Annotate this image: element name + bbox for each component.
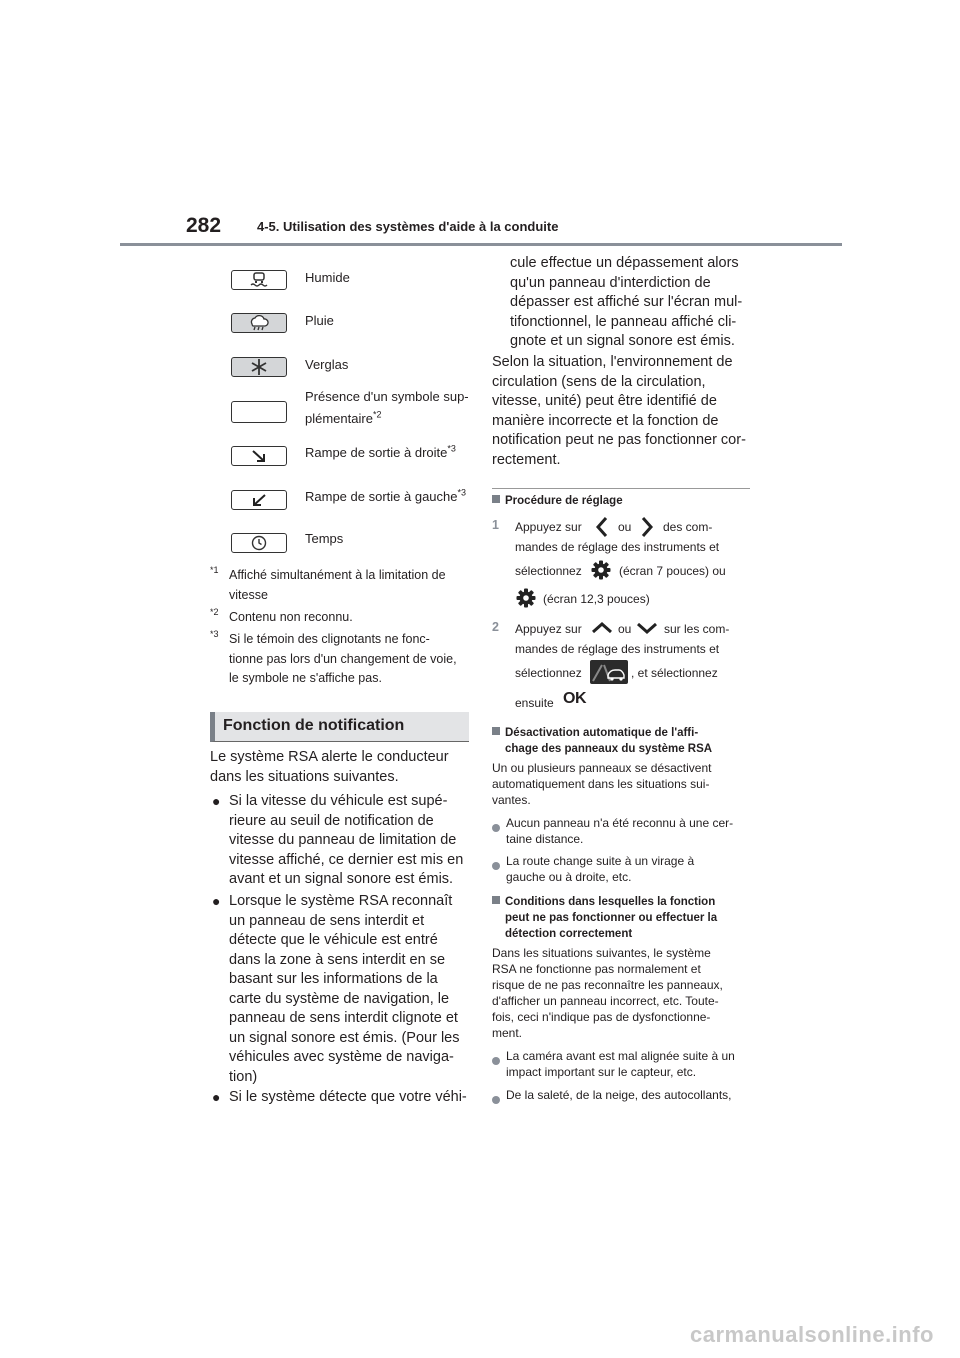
auto-off-title: Désactivation automatique de l'affi- chage des panneaux du système RSA <box>492 725 712 757</box>
step-2-line4: ensuite <box>515 696 554 710</box>
icon-label-supplementary-line1: Présence d'un symbole sup- <box>305 389 469 404</box>
page-number: 282 <box>186 214 222 237</box>
overtaking-continuation: cule effectue un dépassement alors qu'un panneau d'interdiction de dépasser est affiché sur l'écran mul- tifonctionnel, le panneau affiché cli- gnote et un signal sonore est émis. <box>510 255 743 349</box>
bullet-dot: ● <box>212 893 221 909</box>
icon-label-rain: Pluie <box>305 313 334 328</box>
step-1-line4: (écran 12,3 pouces) <box>543 592 650 606</box>
section-title: 4-5. Utilisation des systèmes d'aide à la conduite <box>257 219 559 234</box>
icon-label-ice: Verglas <box>305 357 349 372</box>
bullet-overtaking: Si le système détecte que votre véhi- <box>229 1089 467 1105</box>
auto-off-bullet-1: Aucun panneau n'a été reconnu à une cer- taine distance. <box>506 816 734 846</box>
bullet-dot <box>492 819 500 837</box>
auto-off-bullet-2: La route change suite à un virage à gauche ou à droite, etc. <box>506 854 695 884</box>
clock-icon <box>231 533 287 553</box>
conditions-text: Dans les situations suivantes, le système RSA ne fonctionne pas normalement et risque de ne pas reconnaître les panneaux, d'afficher un panneau incorrect, etc. Toute- fois, ceci n'indique pas de dysfonctionne- ment. <box>492 946 723 1040</box>
chevron-down-icon <box>636 621 658 640</box>
rain-icon <box>231 313 287 333</box>
icon-label-time: Temps <box>305 531 344 546</box>
ok-label: OK <box>563 690 586 707</box>
step-1-number: 1 <box>492 518 499 532</box>
icon-label-wet: Humide <box>305 270 350 285</box>
procedure-title: Procédure de réglage <box>492 493 623 509</box>
chevron-up-icon <box>591 621 613 640</box>
step-1-or: ou <box>618 520 632 534</box>
exit-right-arrow-icon <box>231 446 287 466</box>
footnote-2: *2 Contenu non reconnu. <box>210 607 353 624</box>
subsection-divider <box>492 488 750 489</box>
snowflake-icon <box>231 357 287 377</box>
step-1-cont: des com- <box>663 520 713 534</box>
conditions-bullet-1: La caméra avant est mal alignée suite à un impact important sur le capteur, etc. <box>506 1049 735 1079</box>
watermark: carmanualsonline.info <box>690 1322 934 1347</box>
footnote-3: *3 Si le témoin des clignotants ne fonc- tionne pas lors d'un changement de voie, le symbole ne s'affiche pas. <box>210 629 457 685</box>
bullet-no-entry: Lorsque le système RSA reconnaît un panneau de sens interdit et détecte que le véhicule est entré dans la zone à sens interdit en se basant sur les informations de la carte du système de navigation, le panneau de sens interdit clignote et un signal sonore est émis. (Pour les véhicules avec système de naviga- tion) <box>229 893 460 1085</box>
wet-road-icon <box>231 270 287 290</box>
bullet-speed: Si la vitesse du véhicule est supé- rieure au seuil de notification de vitesse du panneau de limitation de vitesse affiché, ce dernier est mis en avant et un signal sonore est émis. <box>229 793 464 887</box>
icon-label-exit-left: Rampe de sortie à gauche$^{*3}$ <box>305 487 466 504</box>
notification-intro: Le système RSA alerte le conducteur dans les situations suivantes. <box>210 749 449 785</box>
footnote-1: *1 Affiché simultanément à la limitation de vitesse <box>210 565 446 602</box>
icon-label-supplementary-line2: plémentaire$^{*2}$ <box>305 409 382 426</box>
step-2-or: ou <box>618 622 632 636</box>
conditions-bullet-2: De la saleté, de la neige, des autocollants, <box>506 1088 732 1102</box>
conditions-title: Conditions dans lesquelles la fonction peut ne pas fonctionner ou effectuer la détection correctement <box>492 894 717 942</box>
situation-paragraph: Selon la situation, l'environnement de circulation (sens de la circulation, vitesse, unité) peut être identifié de manière incorrecte et la fonction de notification peut ne pas fonctionner cor- rectement. <box>492 354 746 468</box>
step-1-line2: mandes de réglage des instruments et <box>515 540 720 554</box>
bullet-dot: ● <box>212 793 221 809</box>
section-heading: Fonction de notification <box>210 712 469 742</box>
bullet-dot <box>492 857 500 875</box>
header-divider <box>120 243 842 246</box>
gear-icon <box>591 560 611 585</box>
step-2-number: 2 <box>492 620 499 634</box>
step-2-line2: mandes de réglage des instruments et <box>515 642 720 656</box>
auto-off-text: Un ou plusieurs panneaux se désactivent automatiquement dans les situations sui- vantes. <box>492 761 712 807</box>
step-2-line3b: , et sélectionnez <box>631 666 718 680</box>
step-2-cont: sur les com- <box>664 622 730 636</box>
road-sign-assist-icon <box>590 660 628 684</box>
step-2-line1: Appuyez sur <box>515 622 582 636</box>
bullet-dot <box>492 1052 500 1070</box>
bullet-dot <box>492 1091 500 1109</box>
icon-label-exit-right: Rampe de sortie à droite$^{*3}$ <box>305 443 456 460</box>
gear-icon <box>516 588 536 613</box>
step-1-line3b: (écran 7 pouces) ou <box>619 564 726 578</box>
step-2-line3: sélectionnez <box>515 666 582 680</box>
step-1-line1: Appuyez sur <box>515 520 582 534</box>
blank-sign-icon <box>231 401 287 423</box>
step-1-line3: sélectionnez <box>515 564 582 578</box>
bullet-dot: ● <box>212 1089 221 1105</box>
exit-left-arrow-icon <box>231 490 287 510</box>
